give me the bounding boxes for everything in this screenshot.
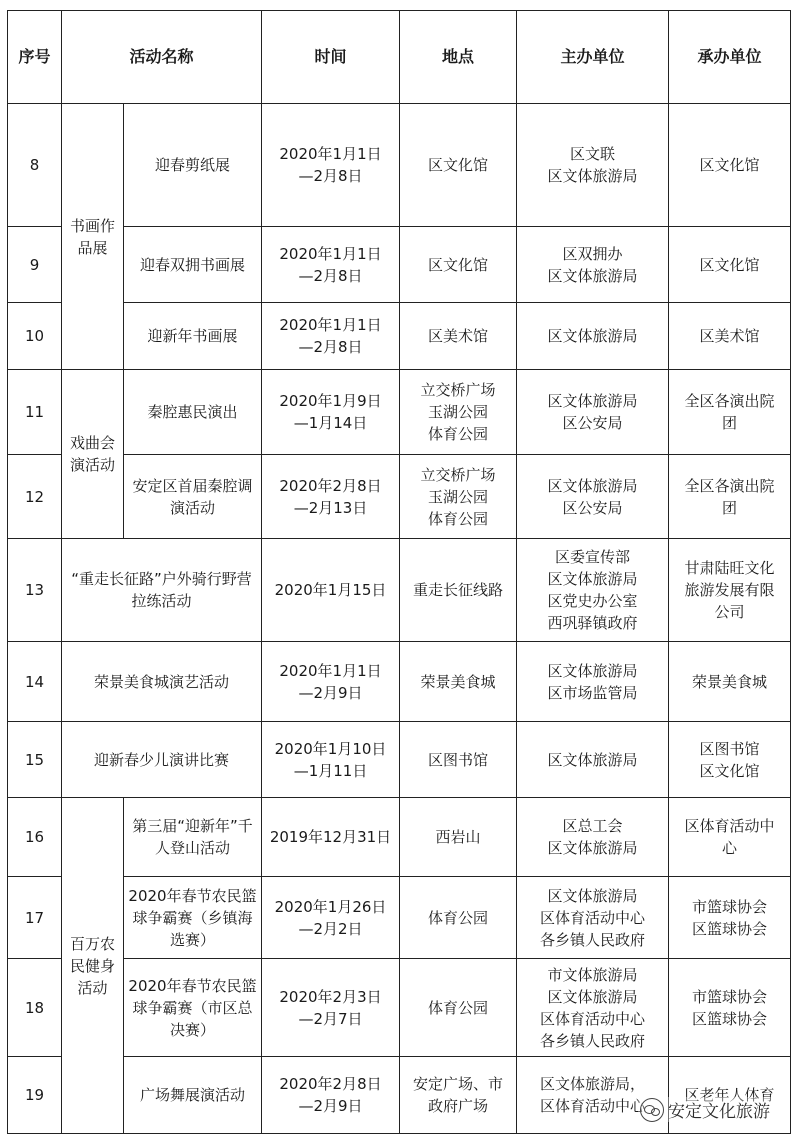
row-number: 13 — [8, 539, 62, 642]
place-cell: 安定广场、市 政府广场 — [400, 1057, 517, 1134]
organizer-cell: 市篮球协会 区篮球协会 — [669, 877, 791, 959]
organizer-cell: 荣景美食城 — [669, 642, 791, 722]
activity-name: 第三届“迎新年”千人登山活动 — [124, 798, 262, 877]
time-cell: 2020年2月8日 —2月9日 — [262, 1057, 400, 1134]
table-row — [8, 455, 791, 539]
table-row — [8, 877, 791, 959]
row-number: 19 — [8, 1057, 62, 1134]
group-cell-fitness: 百万农民健身活动 — [62, 798, 124, 1134]
time-cell: 2020年1月9日 —1月14日 — [262, 370, 400, 455]
activity-name: 荣景美食城演艺活动 — [62, 642, 262, 722]
place-cell: 体育公园 — [400, 959, 517, 1057]
organizer-cell: 区文化馆 — [669, 227, 791, 303]
header-no: 序号 — [8, 11, 62, 104]
table-row — [8, 303, 791, 370]
place-cell: 重走长征线路 — [400, 539, 517, 642]
activity-name: 迎春剪纸展 — [124, 104, 262, 227]
activity-name: 2020年春节农民篮球争霸赛（市区总决赛） — [124, 959, 262, 1057]
row-number: 10 — [8, 303, 62, 370]
time-cell: 2020年2月8日 —2月13日 — [262, 455, 400, 539]
table-row — [8, 227, 791, 303]
row-number: 14 — [8, 642, 62, 722]
watermark-text: 安定文化旅游 — [668, 1102, 770, 1122]
row-number: 15 — [8, 722, 62, 798]
row-number: 9 — [8, 227, 62, 303]
host-cell: 区文体旅游局 区公安局 — [517, 455, 669, 539]
wechat-icon — [640, 1098, 664, 1122]
table-row — [8, 370, 791, 455]
table-row — [8, 539, 791, 642]
organizer-cell: 市篮球协会 区篮球协会 — [669, 959, 791, 1057]
row-number: 18 — [8, 959, 62, 1057]
place-cell: 区文化馆 — [400, 227, 517, 303]
table-row — [8, 722, 791, 798]
organizer-cell: 全区各演出院 团 — [669, 370, 791, 455]
place-cell: 体育公园 — [400, 877, 517, 959]
time-cell: 2020年1月10日 —1月11日 — [262, 722, 400, 798]
time-cell: 2020年1月1日 —2月8日 — [262, 227, 400, 303]
activity-name: 迎新年书画展 — [124, 303, 262, 370]
time-cell: 2020年1月1日 —2月8日 — [262, 303, 400, 370]
activity-name: “重走长征路”户外骑行野营拉练活动 — [62, 539, 262, 642]
time-cell: 2020年1月1日 —2月9日 — [262, 642, 400, 722]
table-header-row — [8, 11, 791, 104]
group-cell-calligraphy: 书画作品展 — [62, 104, 124, 370]
table-row — [8, 642, 791, 722]
row-number: 8 — [8, 104, 62, 227]
row-number: 17 — [8, 877, 62, 959]
activity-name: 迎新春少儿演讲比赛 — [62, 722, 262, 798]
header-place: 地点 — [400, 11, 517, 104]
host-cell: 区文体旅游局 — [517, 303, 669, 370]
time-cell: 2020年2月3日 —2月7日 — [262, 959, 400, 1057]
activity-name: 秦腔惠民演出 — [124, 370, 262, 455]
group-cell-opera: 戏曲会演活动 — [62, 370, 124, 539]
header-host: 主办单位 — [517, 11, 669, 104]
table-row — [8, 798, 791, 877]
place-cell: 荣景美食城 — [400, 642, 517, 722]
activity-name: 安定区首届秦腔调演活动 — [124, 455, 262, 539]
host-cell: 区文体旅游局 — [517, 722, 669, 798]
header-time: 时间 — [262, 11, 400, 104]
place-cell: 区美术馆 — [400, 303, 517, 370]
row-number: 11 — [8, 370, 62, 455]
organizer-cell: 区图书馆 区文化馆 — [669, 722, 791, 798]
activity-schedule-table — [7, 10, 791, 1134]
host-cell: 区文体旅游局 区公安局 — [517, 370, 669, 455]
host-cell: 区文体旅游局 区市场监管局 — [517, 642, 669, 722]
host-cell: 区文体旅游局， 区体育活动中心 — [517, 1057, 669, 1134]
activity-name: 广场舞展演活动 — [124, 1057, 262, 1134]
activity-name: 2020年春节农民篮球争霸赛（乡镇海选赛） — [124, 877, 262, 959]
host-cell: 市文体旅游局 区文体旅游局 区体育活动中心 各乡镇人民政府 — [517, 959, 669, 1057]
organizer-cell: 区体育活动中 心 — [669, 798, 791, 877]
organizer-cell: 甘肃陆旺文化 旅游发展有限 公司 — [669, 539, 791, 642]
table-row — [8, 104, 791, 227]
host-cell: 区总工会 区文体旅游局 — [517, 798, 669, 877]
organizer-cell: 区美术馆 — [669, 303, 791, 370]
row-number: 16 — [8, 798, 62, 877]
place-cell: 西岩山 — [400, 798, 517, 877]
row-number: 12 — [8, 455, 62, 539]
place-cell: 区图书馆 — [400, 722, 517, 798]
host-cell: 区双拥办 区文体旅游局 — [517, 227, 669, 303]
place-cell: 立交桥广场 玉湖公园 体育公园 — [400, 370, 517, 455]
time-cell: 2020年1月26日 —2月2日 — [262, 877, 400, 959]
header-activity-name: 活动名称 — [62, 11, 262, 104]
table-row — [8, 959, 791, 1057]
time-cell: 2019年12月31日 — [262, 798, 400, 877]
place-cell: 区文化馆 — [400, 104, 517, 227]
host-cell: 区文联 区文体旅游局 — [517, 104, 669, 227]
header-organizer: 承办单位 — [669, 11, 791, 104]
host-cell: 区文体旅游局 区体育活动中心 各乡镇人民政府 — [517, 877, 669, 959]
place-cell: 立交桥广场 玉湖公园 体育公园 — [400, 455, 517, 539]
organizer-cell: 全区各演出院 团 — [669, 455, 791, 539]
time-cell: 2020年1月15日 — [262, 539, 400, 642]
wechat-watermark — [638, 1097, 772, 1122]
organizer-cell: 区老年人体育 — [669, 1057, 791, 1134]
time-cell: 2020年1月1日 —2月8日 — [262, 104, 400, 227]
organizer-cell: 区文化馆 — [669, 104, 791, 227]
activity-name: 迎春双拥书画展 — [124, 227, 262, 303]
host-cell: 区委宣传部 区文体旅游局 区党史办公室 西巩驿镇政府 — [517, 539, 669, 642]
